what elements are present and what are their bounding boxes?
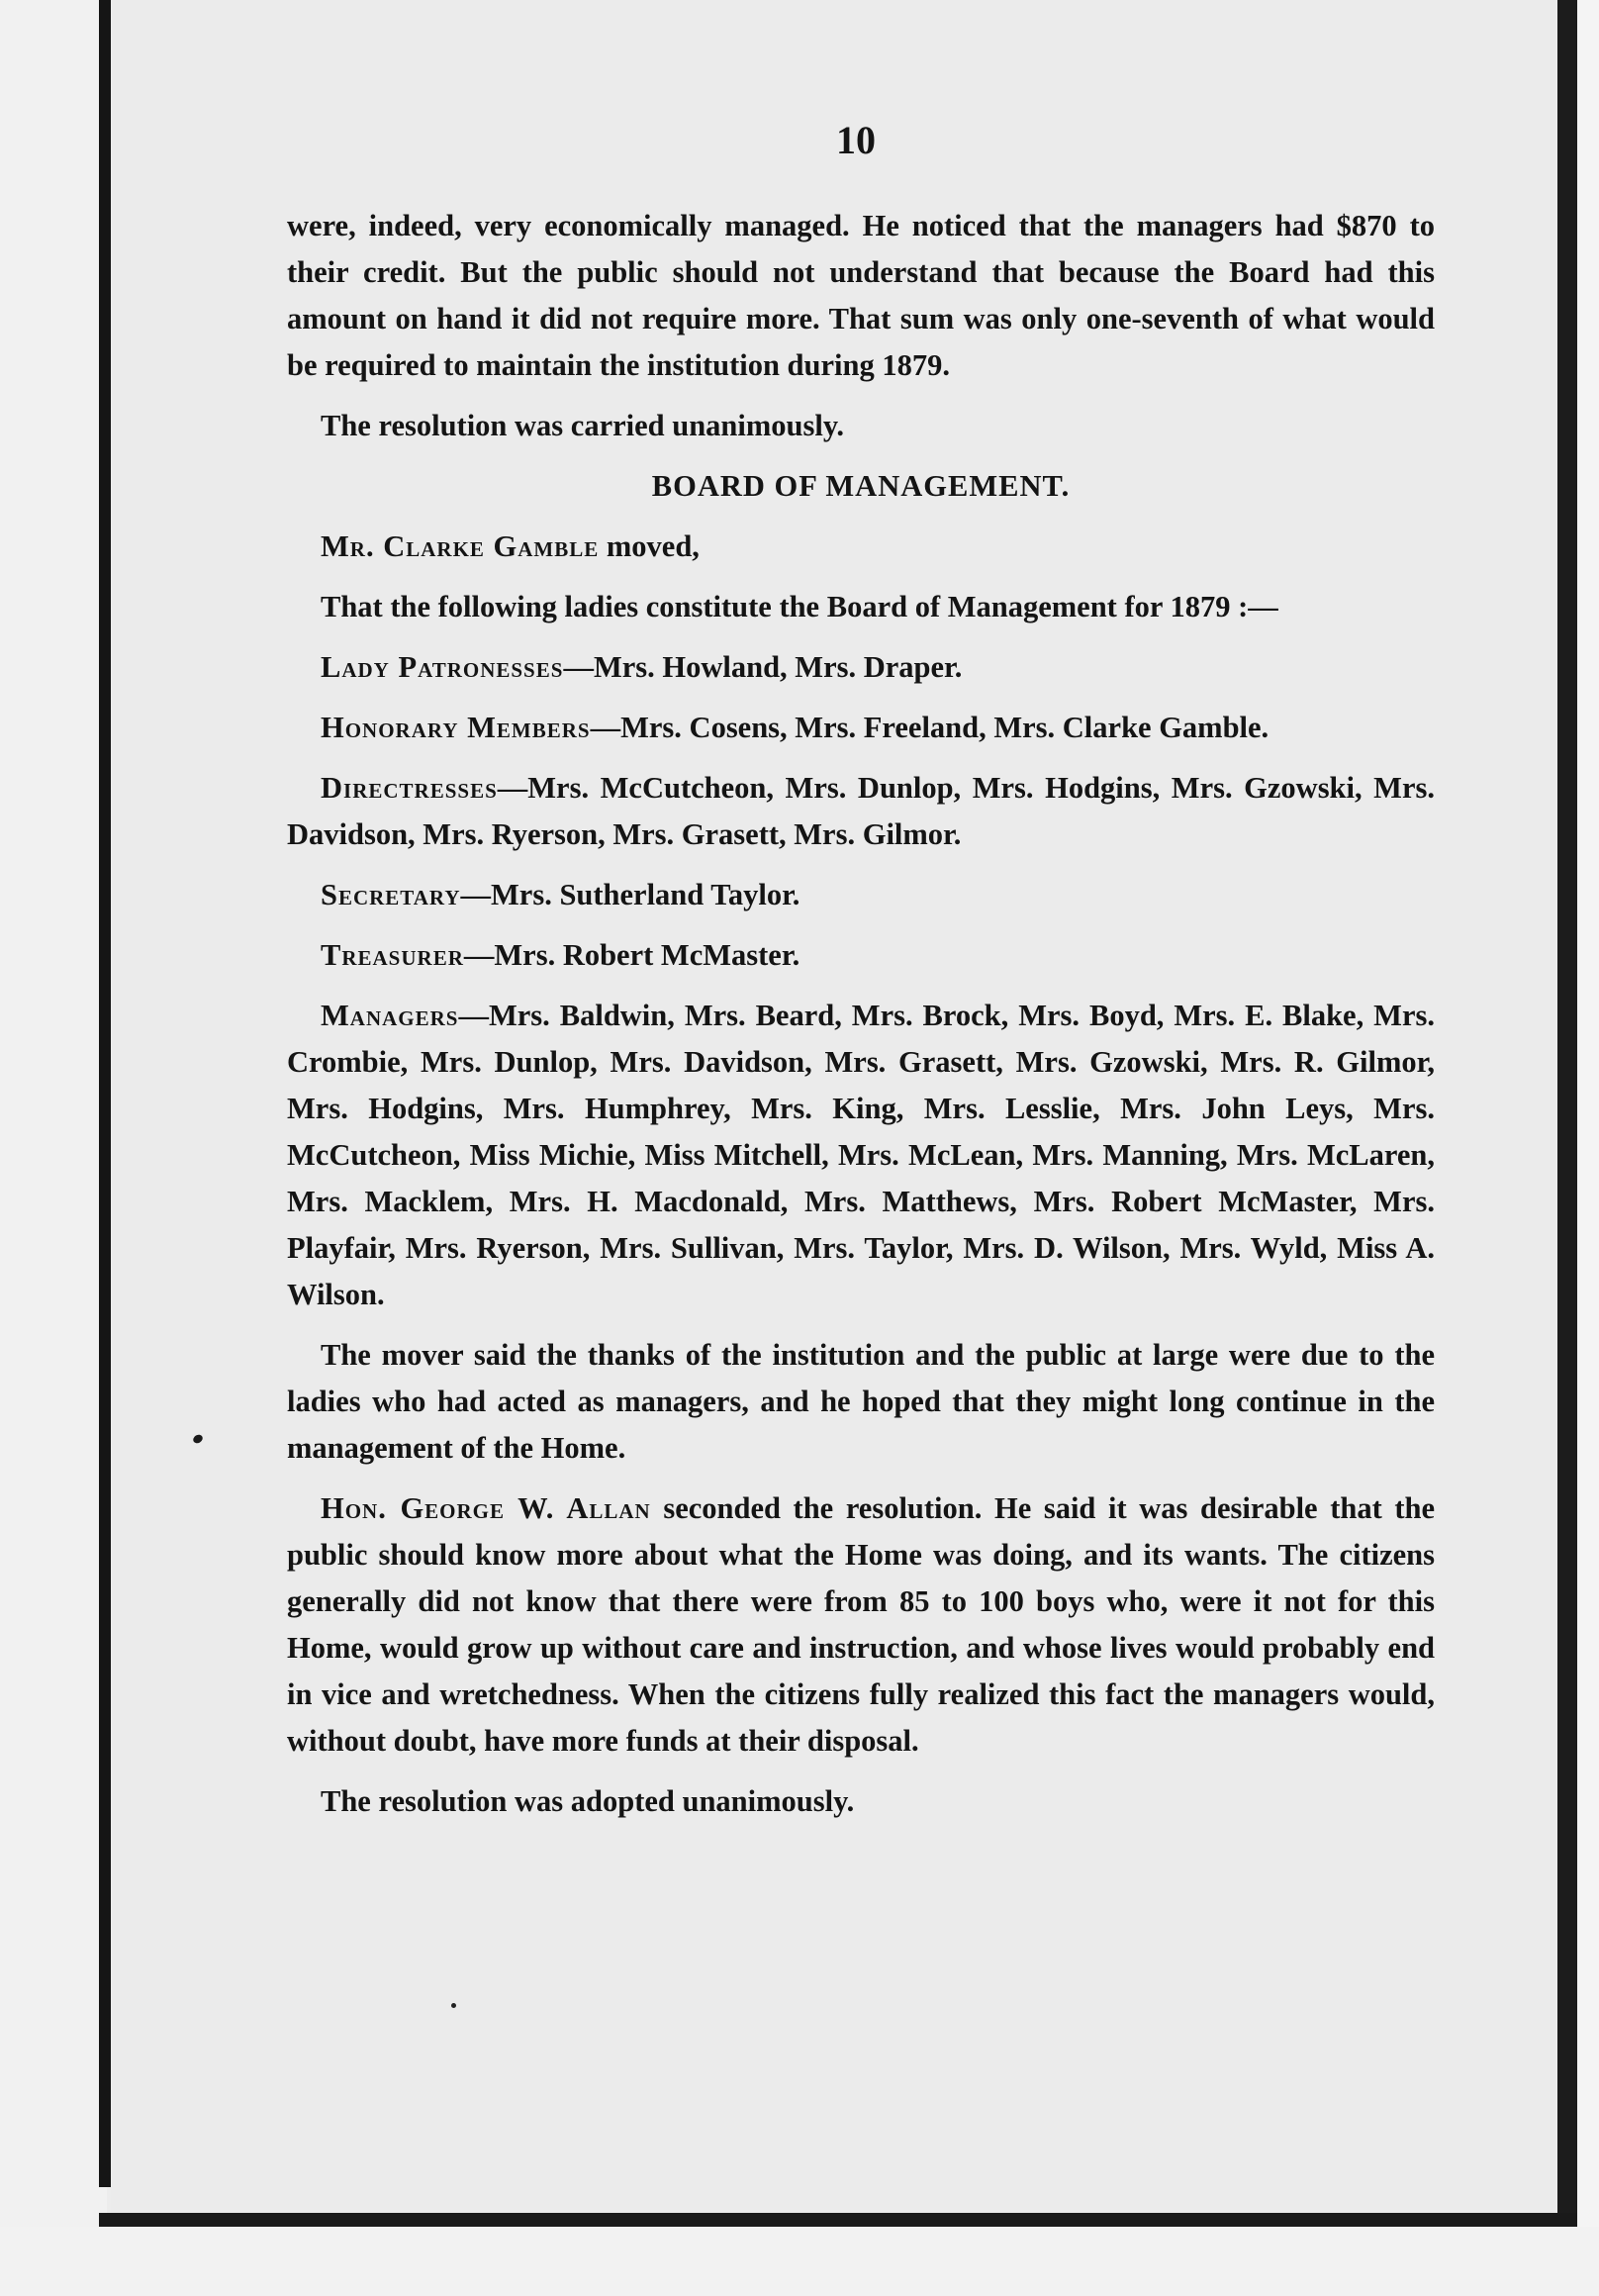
secretary-name: —Mrs. Sutherland Taylor. [460,878,800,911]
seconder-name: Hon. George W. Allan [321,1491,651,1525]
secretary-label: Secretary [321,878,461,911]
paragraph-resolution-adopted: The resolution was adopted unanimously. [321,1784,855,1818]
document-body [287,203,1435,1839]
treasurer-label: Treasurer [321,938,464,972]
left-page-edge [99,0,111,2187]
directresses-entry [287,765,1435,858]
paragraph-mover-thanks: The mover said the thanks of the institution and the public at large were due to the ladies who had acted as managers, and he hoped that they might long continue in the management of the Home. [287,1338,1435,1465]
paragraph-economy: were, indeed, very economically managed. He noticed that the managers had $870 to their credit. But the public should not understand that because the Board had this amount on hand it did not require more. That sum was only one-seventh of what would be required to maintain the institution during 1879. [287,209,1435,382]
seconder-text: seconded the resolution. He said it was desirable that the public should know more about what the Home was doing, and its wants. The citizens generally did not know that there were from 85 to 100 boys who, were it not for this Home, would grow up without care and instruction, and whose lives would probably end in vice and wretchedness. When the citizens fully realized this fact the managers would, without doubt, have more funds at their disposal. [287,1491,1435,1758]
lady-patronesses-entry [287,644,1435,691]
honorary-members-names: —Mrs. Cosens, Mrs. Freeland, Mrs. Clarke Gamble. [590,711,1270,744]
secretary-entry [287,872,1435,918]
page-number: 10 [836,118,876,162]
left-margin [0,0,107,2296]
ink-dot [451,2003,456,2008]
right-page-edge [1557,0,1577,2227]
directresses-names: —Mrs. McCutcheon, Mrs. Dunlop, Mrs. Hodgins, Mrs. Gzowski, Mrs. Davidson, Mrs. Ryerson, Mrs. Grasett, Mrs. Gilmor. [287,771,1435,851]
right-margin [1577,0,1599,2296]
motion-text: moved, [599,529,700,563]
paragraph-seconder [287,1485,1435,1765]
managers-entry [287,993,1435,1318]
bottom-page-edge [99,2213,1577,2227]
paragraph-resolution-carried: The resolution was carried unanimously. [321,409,845,442]
managers-label: Managers [321,999,459,1032]
bottom-margin [0,2227,1599,2296]
treasurer-entry [287,932,1435,979]
paragraph-motion [287,524,1435,570]
directresses-label: Directresses [321,771,498,805]
mover-name: Mr. Clarke Gamble [321,529,600,563]
paragraph-board-intro: That the following ladies constitute the Board of Management for 1879 :— [321,590,1278,623]
honorary-members-label: Honorary Members [321,711,591,744]
section-heading: BOARD OF MANAGEMENT. [651,469,1071,503]
honorary-members-entry [287,705,1435,751]
treasurer-name: —Mrs. Robert McMaster. [463,938,800,972]
lady-patronesses-label: Lady Patronesses [321,650,564,684]
managers-names: —Mrs. Baldwin, Mrs. Beard, Mrs. Brock, Mrs. Boyd, Mrs. E. Blake, Mrs. Crombie, Mrs. Dunlop, Mrs. Davidson, Mrs. Grasett, Mrs. Gzowski, Mrs. R. Gilmor, Mrs. Hodgins, Mrs. Humphrey, Mrs. King, Mrs. Lesslie, Mrs. John Leys, Mrs. McCutcheon, Miss Michie, Miss Mitchell, Mrs. McLean, Mrs. Manning, Mrs. McLaren, Mrs. Macklem, Mrs. H. Macdonald, Mrs. Matthews, Mrs. Robert McMaster, Mrs. Playfair, Mrs. Ryerson, Mrs. Sullivan, Mrs. Taylor, Mrs. D. Wilson, Mrs. Wyld, Miss A. Wilson. [287,999,1435,1311]
lady-patronesses-names: —Mrs. Howland, Mrs. Draper. [563,650,963,684]
